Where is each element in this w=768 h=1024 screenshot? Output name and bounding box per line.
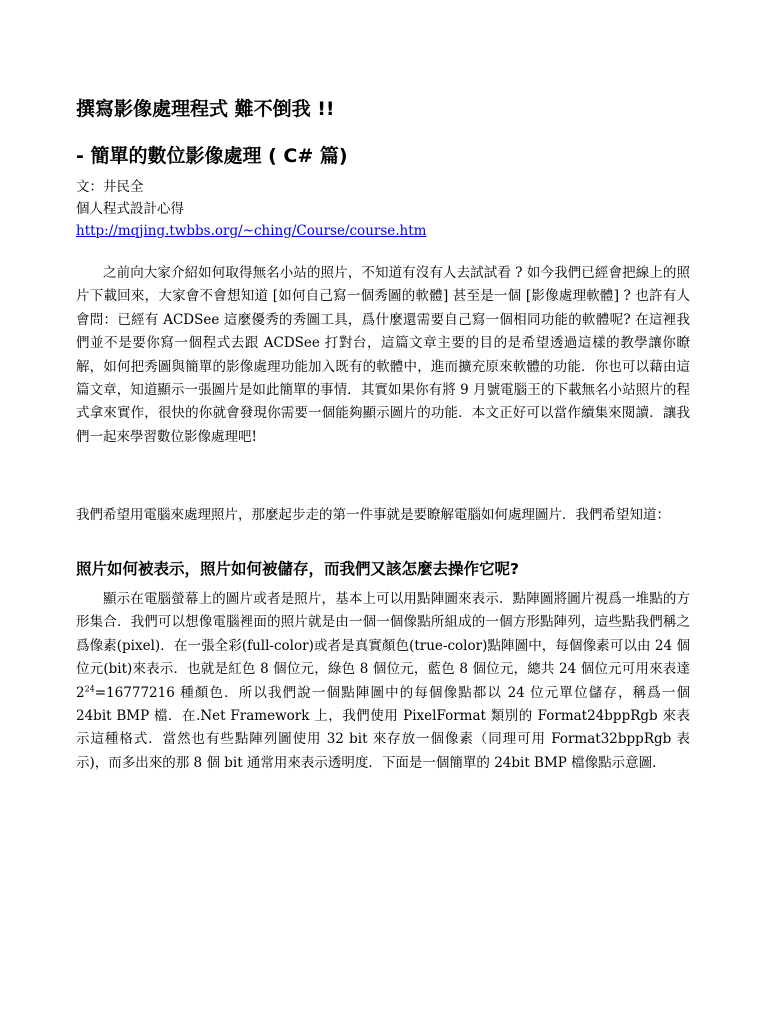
bitmap-paragraph: [76, 588, 690, 775]
section-heading: 照片如何被表示，照片如何被儲存，而我們又該怎麼去操作它呢?: [76, 560, 519, 578]
bitmap-text-part1: 顯示在電腦螢幕上的圖片或者是照片，基本上可以用點陣圖來表示．點陣圖將圖片視爲一堆點的方形集合．我們可以想像電腦裡面的照片就是由一個一個像點所組成的一個方形點陣列，這些點我們稱之爲像素(pixel)．在一張全彩(full-color)或者是真實顏色(true-color)點陣圖中，每個像素可以由 24 個位元(bit)來表示．也就是紅色 8 個位元，綠色 8 個位元，藍色 8 個位元，總共 24 個位元可用來表達 2: [76, 591, 690, 701]
bitmap-text-part2: =16777216 種顏色．所以我們說一個點陣圖中的每個像點都以 24 位元單位儲存，稱爲一個 24bit BMP 檔．在.Net Framework 上，我們使用 PixelFormat 類別的 Format24bppRgb 來表示這種格式．當然也有些點陣列圖使用 32 bit 來存放一個像素（同理可用 Format32bppRgb 表示)，而多出來的那 8 個 bit 通常用來表示透明度．下面是一個簡單的 24bit BMP 檔像點示意圖．: [76, 684, 690, 771]
exponent: 24: [84, 684, 95, 694]
intro-paragraph: 之前向大家介紹如何取得無名小站的照片，不知道有沒有人去試試看 ? 如今我們已經會把線上的照片下載回來，大家會不會想知道 [如何自己寫一個秀圖的軟體] 甚至是一個 [影像處理軟體] ? 也許有人會問：已經有 ACDSee 這麼優秀的秀圖工具，爲什麼還需要自己寫一個相同功能的軟體呢? 在這裡我們並不是要你寫一個程式去跟 ACDSee 打對台，這篇文章主要的目的是希望透過這樣的教學讓你瞭解，如何把秀圖與簡單的影像處理功能加入既有的軟體中，進而擴充原來軟體的功能．你也可以藉由這篇文章，知道顯示一張圖片是如此簡單的事情．其實如果你有將 9 月號電腦王的下載無名小站照片的程式拿來實作，很快的你就會發現你需要一個能夠顯示圖片的功能．本文正好可以當作續集來閱讀．讓我們一起來學習數位影像處理吧!: [76, 265, 690, 445]
goal-paragraph: 我們希望用電腦來處理照片，那麼起步走的第一件事就是要瞭解電腦如何處理圖片．我們希望知道：: [76, 507, 670, 523]
article-subtitle: - 簡單的數位影像處理 ( C# 篇): [76, 145, 348, 167]
category-line: 個人程式設計心得: [76, 201, 184, 217]
course-link-line: [76, 220, 426, 242]
article-title: 撰寫影像處理程式 難不倒我 !!: [76, 98, 335, 120]
course-link[interactable]: http://mqjing.twbbs.org/~ching/Course/course.htm: [76, 223, 427, 239]
author-line: 文：井民全: [76, 179, 144, 195]
